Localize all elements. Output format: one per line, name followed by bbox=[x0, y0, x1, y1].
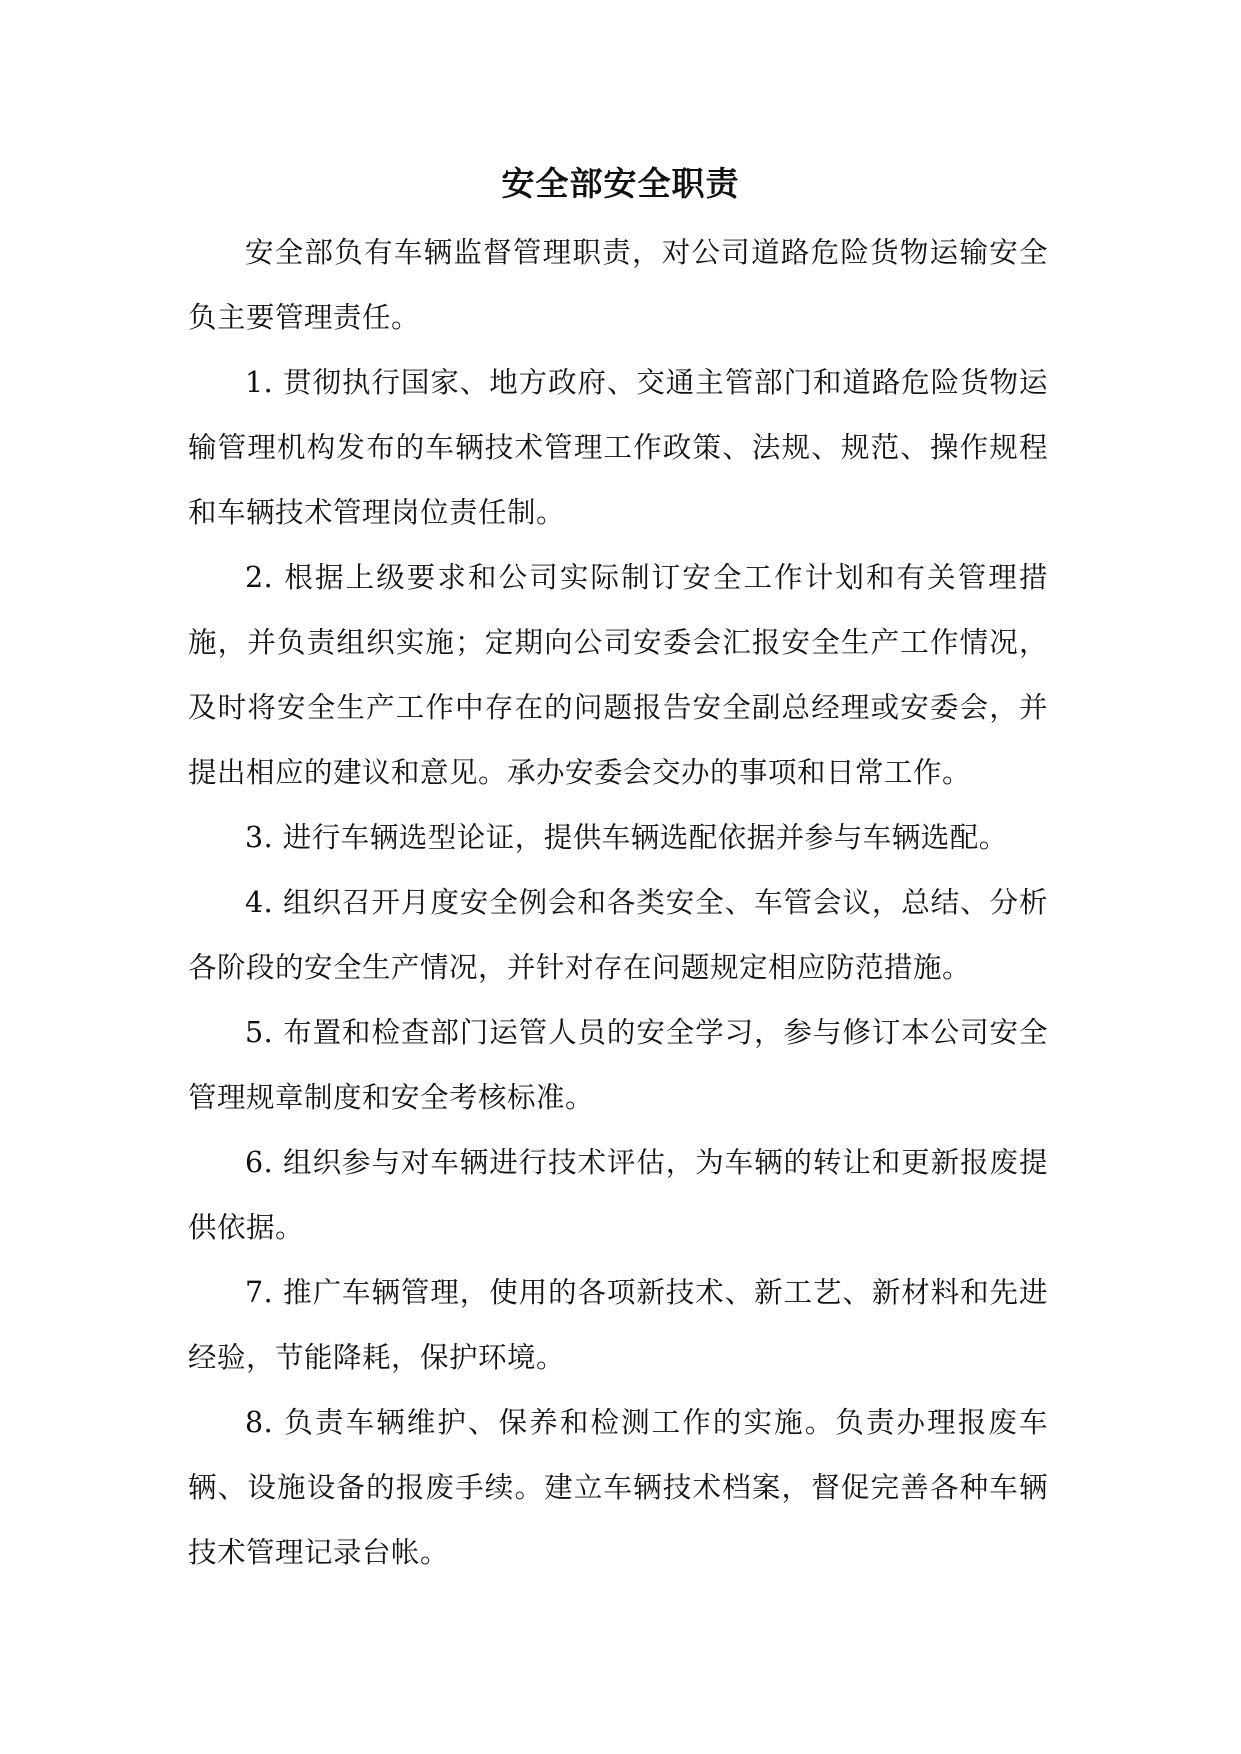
duty-item-7: 7. 推广车辆管理，使用的各项新技术、新工艺、新材料和先进经验，节能降耗，保护环境。 bbox=[188, 1276, 1048, 1374]
duty-item-6: 6. 组织参与对车辆进行技术评估，为车辆的转让和更新报废提供依据。 bbox=[188, 1146, 1048, 1244]
intro-paragraph: 安全部负有车辆监督管理职责，对公司道路危险货物运输安全负主要管理责任。 bbox=[188, 236, 1048, 334]
duty-item-3: 3. 进行车辆选型论证，提供车辆选配依据并参与车辆选配。 bbox=[245, 821, 1008, 854]
document-body bbox=[188, 220, 1048, 1585]
page-title: 安全部安全职责 bbox=[501, 164, 740, 203]
duty-item-4: 4. 组织召开月度安全例会和各类安全、车管会议，总结、分析各阶段的安全生产情况，并针对存在问题规定相应防范措施。 bbox=[188, 886, 1048, 984]
duty-item-2: 2. 根据上级要求和公司实际制订安全工作计划和有关管理措施，并负责组织实施；定期向公司安委会汇报安全生产工作情况，及时将安全生产工作中存在的问题报告安全副总经理或安委会，并提出相应的建议和意见。承办安委会交办的事项和日常工作。 bbox=[188, 561, 1048, 789]
duty-item-5: 5. 布置和检查部门运管人员的安全学习，参与修订本公司安全管理规章制度和安全考核标准。 bbox=[188, 1016, 1048, 1114]
duty-item-1: 1. 贯彻执行国家、地方政府、交通主管部门和道路危险货物运输管理机构发布的车辆技术管理工作政策、法规、规范、操作规程和车辆技术管理岗位责任制。 bbox=[188, 366, 1048, 529]
duty-item-8: 8. 负责车辆维护、保养和检测工作的实施。负责办理报废车辆、设施设备的报废手续。建立车辆技术档案，督促完善各种车辆技术管理记录台帐。 bbox=[188, 1406, 1048, 1569]
